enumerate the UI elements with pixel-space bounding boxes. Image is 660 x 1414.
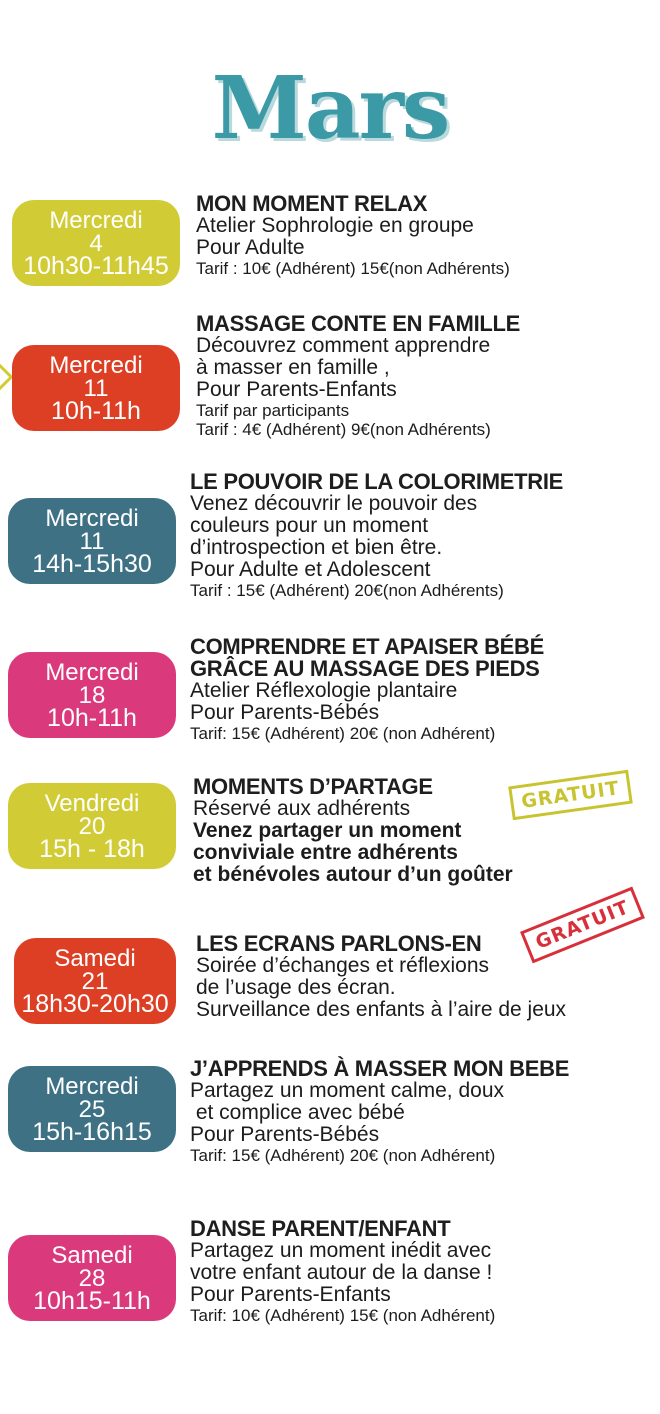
event-title — [190, 1058, 655, 1080]
badge-date: 18 — [78, 681, 106, 709]
event-title — [196, 193, 660, 215]
badge-time: 10h-11h — [47, 703, 137, 732]
badge-time: 15h - 18h — [39, 834, 145, 863]
event-line: Pour Parents-Bébés — [190, 1123, 380, 1146]
badge-time: 10h15-11h — [33, 1286, 151, 1315]
badge-time: 15h-16h15 — [32, 1117, 152, 1146]
gratuit-stamp: GRATUIT — [508, 770, 632, 820]
badge-day: Mercredi — [45, 504, 139, 532]
event-line: Surveillance des enfants à l’aire de jeux — [196, 998, 567, 1021]
event-line: et complice avec bébé — [190, 1101, 405, 1124]
event-title-line: COMPRENDRE ET APAISER BÉBÉ — [190, 634, 545, 659]
event-line: Réservé aux adhérents — [193, 797, 411, 820]
event-title-line: J’APPRENDS À MASSER MON BEBE — [190, 1056, 570, 1081]
gratuit-stamp: GRATUIT — [520, 887, 645, 964]
badge-time: 10h-11h — [51, 396, 141, 425]
event-masser-bebe — [190, 1058, 655, 1165]
badge-day: Samedi — [54, 944, 136, 972]
event-title — [190, 1218, 655, 1240]
event-line: Soirée d’échanges et réflexions — [196, 954, 490, 977]
event-title — [190, 471, 655, 493]
badge-date: 25 — [78, 1095, 106, 1123]
event-title-line: MOMENTS D’PARTAGE — [193, 774, 433, 799]
badge-day: Mercredi — [49, 351, 143, 379]
event-line: Venez découvrir le pouvoir des — [190, 492, 478, 515]
badge-date: 11 — [79, 527, 105, 555]
badge-time: 18h30-20h30 — [21, 989, 169, 1018]
event-line: à masser en famille , — [196, 356, 390, 379]
badge-day: Mercredi — [49, 206, 143, 234]
event-tarif: Tarif : 15€ (Adhérent) 20€(non Adhérents) — [190, 581, 504, 600]
date-badge-mercredi-11-aprem — [8, 498, 176, 584]
event-line: Pour Parents-Bébés — [190, 701, 380, 724]
event-title — [190, 636, 655, 680]
badge-date: 20 — [78, 812, 106, 840]
badge-date: 11 — [83, 374, 109, 402]
badge-day: Samedi — [51, 1241, 133, 1269]
event-line: votre enfant autour de la danse ! — [190, 1261, 493, 1284]
event-mon-moment-relax — [196, 193, 660, 278]
event-tarif: Tarif: 15€ (Adhérent) 20€ (non Adhérent) — [190, 724, 496, 743]
event-line: Atelier Réflexologie plantaire — [190, 679, 458, 702]
badge-day: Mercredi — [45, 658, 139, 686]
event-tarif: Tarif : 4€ (Adhérent) 9€(non Adhérents) — [196, 420, 491, 439]
event-line: couleurs pour un moment — [190, 514, 429, 537]
badge-day: Vendredi — [44, 789, 140, 817]
event-bold-line: et bénévoles autour d’un goûter — [193, 863, 513, 886]
event-title-line: GRÂCE AU MASSAGE DES PIEDS — [190, 656, 540, 681]
date-badge-mercredi-25 — [8, 1066, 176, 1152]
date-badge-mercredi-11-matin — [12, 345, 180, 431]
badge-day: Mercredi — [45, 1072, 139, 1100]
badge-date: 4 — [89, 229, 103, 257]
event-title — [196, 313, 660, 335]
event-bold-line: conviviale entre adhérents — [193, 841, 458, 864]
event-tarif: Tarif par participants — [196, 401, 350, 420]
event-line: Pour Parents-Enfants — [196, 378, 397, 401]
event-tarif: Tarif: 10€ (Adhérent) 15€ (non Adhérent) — [190, 1306, 496, 1325]
badge-time: 10h30-11h45 — [23, 251, 169, 280]
event-title-line: DANSE PARENT/ENFANT — [190, 1216, 451, 1241]
event-massage-pieds — [190, 636, 655, 743]
event-title-line: MON MOMENT RELAX — [196, 191, 428, 216]
event-line: de l’usage des écran. — [196, 976, 396, 999]
event-line: d’introspection et bien être. — [190, 536, 443, 559]
event-danse — [190, 1218, 655, 1325]
month-title: Mars — [211, 58, 449, 159]
event-line: Partagez un moment inédit avec — [190, 1239, 492, 1262]
event-line: Découvrez comment apprendre — [196, 334, 491, 357]
event-title-line: LE POUVOIR DE LA COLORIMETRIE — [190, 469, 564, 494]
date-badge-samedi-21 — [14, 938, 176, 1024]
event-ecrans — [196, 933, 660, 1021]
event-line: Pour Adulte — [196, 236, 305, 259]
event-line: Pour Adulte et Adolescent — [190, 558, 431, 581]
event-massage-conte — [196, 313, 660, 439]
date-badge-vendredi-20 — [8, 783, 176, 869]
event-line: Pour Parents-Enfants — [190, 1283, 391, 1306]
badge-date: 28 — [78, 1264, 106, 1292]
badge-date: 21 — [81, 967, 109, 995]
event-line: Atelier Sophrologie en groupe — [196, 214, 474, 237]
date-badge-mercredi-18 — [8, 652, 176, 738]
event-title-line: MASSAGE CONTE EN FAMILLE — [196, 311, 521, 336]
event-tarif: Tarif: 15€ (Adhérent) 20€ (non Adhérent) — [190, 1146, 496, 1165]
event-line: Partagez un moment calme, doux — [190, 1079, 504, 1102]
badge-time: 14h-15h30 — [32, 549, 152, 578]
event-tarif: Tarif : 10€ (Adhérent) 15€(non Adhérents) — [196, 259, 510, 278]
date-badge-mercredi-4 — [12, 200, 180, 286]
event-title-line: LES ECRANS PARLONS-EN — [196, 931, 482, 956]
date-badge-samedi-28 — [8, 1235, 176, 1321]
event-colorimetrie — [190, 471, 655, 600]
event-bold-line: Venez partager un moment — [193, 819, 462, 842]
